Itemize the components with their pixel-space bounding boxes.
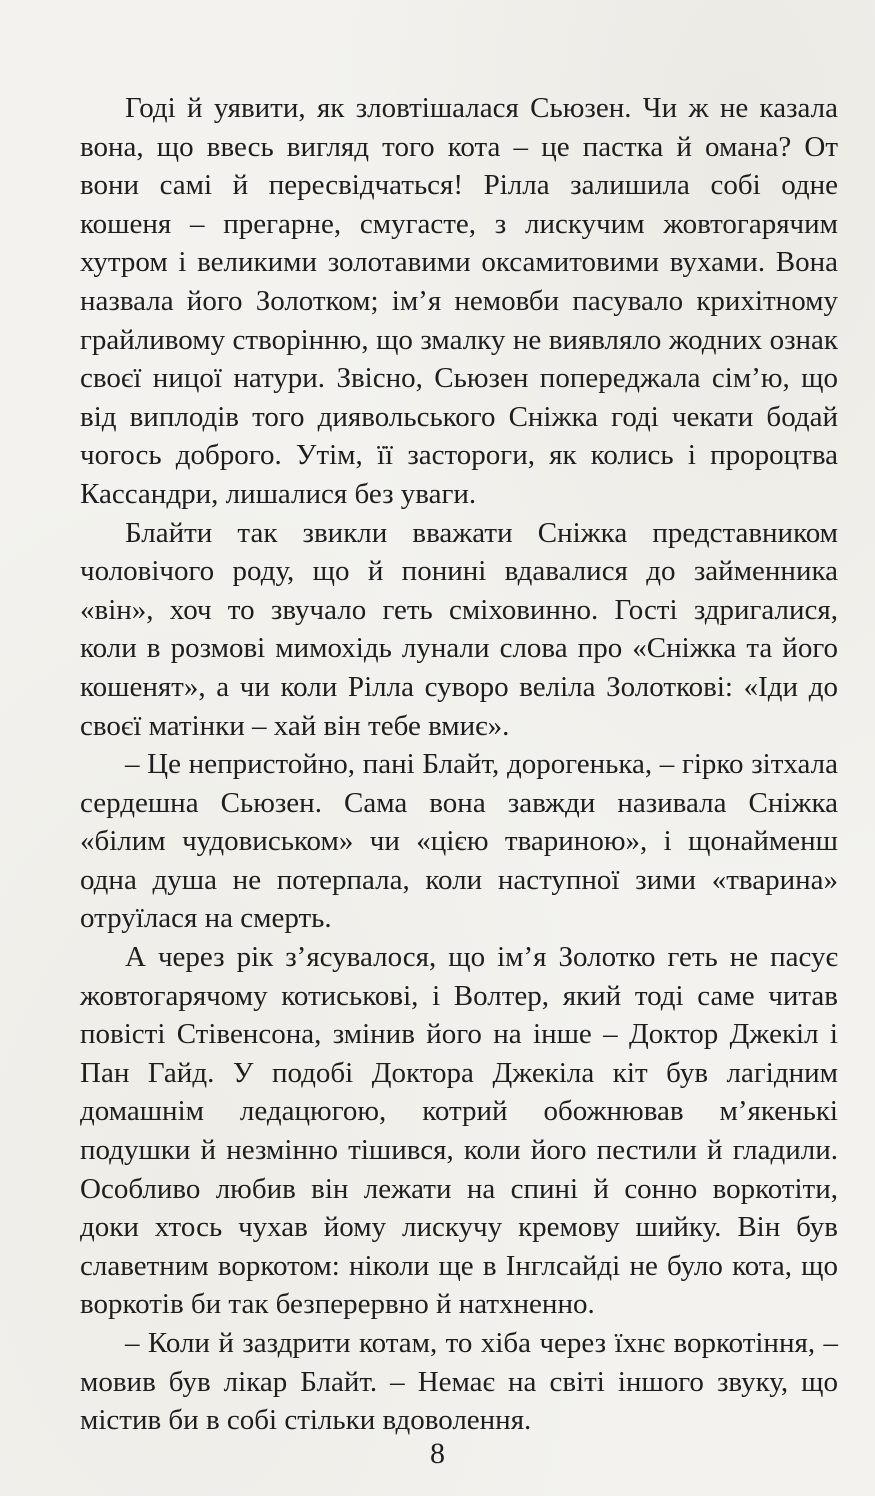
- paragraph-3: – Це непристойно, пані Блайт, дорогенька, – гірко зітхала сердешна Сьюзен. Сама вона завжди називала Сніжка «білим чудовиськом» чи «цією твариною», і щонайменш одна душа не потерпала, коли наступної зими «тварина» отруїлася на смерть.: [80, 748, 838, 935]
- page-number: 8: [430, 1437, 445, 1470]
- paragraph-1: Годі й уявити, як зловтішалася Сьюзен. Чи ж не казала вона, що ввесь вигляд того кота – це пастка й омана? От вони самі й пересвідчаться! Рілла залишила собі одне кошеня – прегарне, смугасте, з лискучим жовтогарячим хутром і великими золотавими оксамитовими вухами. Вона назвала його Золотком; ім’я немовби пасувало крихітному грайливому створінню, що змалку не виявляло жодних ознак своєї ницої натури. Звісно, Сьюзен попереджала сім’ю, що від виплодів того диявольського Сніжка годі чекати бодай чогось доброго. Утім, її застороги, як колись і пророцтва Кассандри, лишалися без уваги.: [80, 92, 838, 510]
- paragraph-4: А через рік з’ясувалося, що ім’я Золотко геть не пасує жовтогарячому котиськові, і Волтер, який тоді саме читав повісті Стівенсона, змінив його на інше – Доктор Джекіл і Пан Гайд. У подобі Доктора Джекіла кіт був лагідним домашнім ледацюгою, котрий обожнював м’якенькі подушки й незмінно тішився, коли його пестили й гладили. Особливо любив він лежати на спині й сонно воркотіти, доки хтось чухав йому лискучу кремову шийку. Він був славетним воркотом: ніколи ще в Інглсайді не було кота, що воркотів би так безперервно й натхненно.: [80, 941, 838, 1321]
- paragraph-5: – Коли й заздрити котам, то хіба через їхнє воркотіння, – мовив був лікар Блайт. – Немає на світі іншого звуку, що містив би в собі стільки вдоволення.: [80, 1327, 838, 1437]
- body-text: [80, 89, 838, 1440]
- paragraph-2: Блайти так звикли вважати Сніжка представником чоловічого роду, що й понині вдавалися до займенника «він», хоч то звучало геть сміховинно. Гості здригалися, коли в розмові мимохідь лунали слова про «Сніжка та його кошенят», а чи коли Рілла суворо веліла Золоткові: «Іди до своєї матінки – хай він тебе вмиє».: [80, 516, 838, 742]
